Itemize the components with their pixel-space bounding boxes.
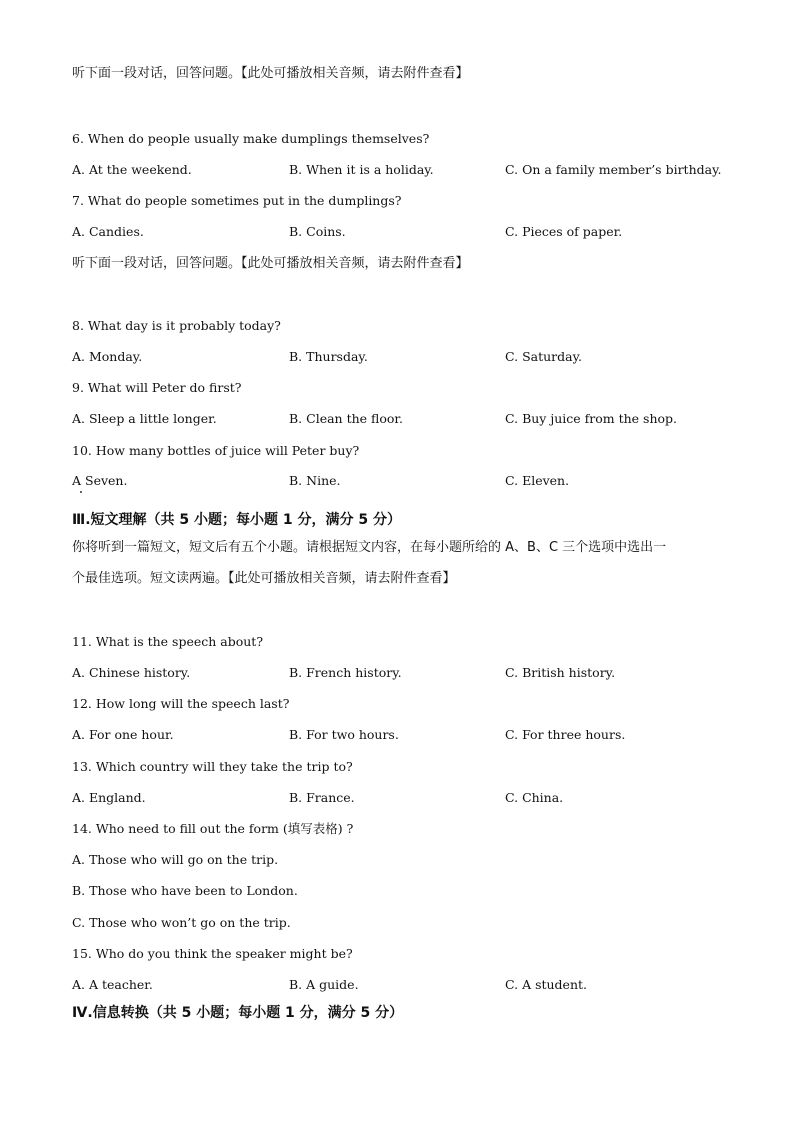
q12-option-b: B. For two hours. — [289, 727, 399, 742]
question-13: 13. Which country will they take the trip to? — [72, 759, 353, 774]
q6-option-c: C. On a family member’s birthday. — [505, 162, 722, 177]
q8-option-a: A. Monday. — [72, 349, 143, 364]
section-3-title: Ⅲ.短文理解（共 5 小题；每小题 1 分，满分 5 分） — [72, 512, 402, 528]
q10-option-a: A Seven. — [72, 473, 128, 488]
q14-option-a: A. Those who will go on the trip. — [72, 852, 279, 867]
instruction-dialogue-1: 听下面一段对话，回答问题。【此处可播放相关音频，请去附件查看】 — [72, 66, 469, 81]
q13-option-c: C. China. — [505, 790, 564, 805]
instruction-dialogue-2: 听下面一段对话，回答问题。【此处可播放相关音频，请去附件查看】 — [72, 256, 469, 271]
q7-option-a: A. Candies. — [72, 224, 144, 239]
q11-option-c: C. British history. — [505, 665, 616, 680]
question-6: 6. When do people usually make dumplings themselves? — [72, 131, 430, 146]
q9-option-b: B. Clean the floor. — [289, 411, 403, 426]
q8-option-c: C. Saturday. — [505, 349, 582, 364]
section-4-title: Ⅳ.信息转换（共 5 小题；每小题 1 分，满分 5 分） — [72, 1005, 404, 1021]
q15-option-c: C. A student. — [505, 977, 588, 992]
q14-option-c: C. Those who won’t go on the trip. — [72, 915, 291, 930]
q7-option-c: C. Pieces of paper. — [505, 224, 623, 239]
section-3-intro-line-2: 个最佳选项。短文读两遍。【此处可播放相关音频，请去附件查看】 — [72, 571, 456, 586]
q9-option-c: C. Buy juice from the shop. — [505, 411, 677, 426]
q8-option-b: B. Thursday. — [289, 349, 368, 364]
q15-option-a: A. A teacher. — [72, 977, 153, 992]
stray-dot — [80, 491, 82, 493]
question-12: 12. How long will the speech last? — [72, 696, 290, 711]
question-10: 10. How many bottles of juice will Peter buy? — [72, 443, 360, 458]
q9-option-a: A. Sleep a little longer. — [72, 411, 217, 426]
q15-option-b: B. A guide. — [289, 977, 359, 992]
section-3-intro-line-1: 你将听到一篇短文，短文后有五个小题。请根据短文内容，在每小题所给的 A、B、C 三个选项中选出一 — [72, 540, 667, 555]
q11-option-b: B. French history. — [289, 665, 402, 680]
question-9: 9. What will Peter do first? — [72, 380, 242, 395]
q6-option-b: B. When it is a holiday. — [289, 162, 434, 177]
question-14: 14. Who need to fill out the form (填写表格) ? — [72, 821, 354, 836]
q12-option-c: C. For three hours. — [505, 727, 626, 742]
q12-option-a: A. For one hour. — [72, 727, 174, 742]
q6-option-a: A. At the weekend. — [72, 162, 192, 177]
q13-option-b: B. France. — [289, 790, 355, 805]
q10-option-b: B. Nine. — [289, 473, 341, 488]
q10-option-c: C. Eleven. — [505, 473, 570, 488]
q7-option-b: B. Coins. — [289, 224, 346, 239]
question-11: 11. What is the speech about? — [72, 634, 264, 649]
question-15: 15. Who do you think the speaker might be? — [72, 946, 353, 961]
question-8: 8. What day is it probably today? — [72, 318, 281, 333]
q14-option-b: B. Those who have been to London. — [72, 883, 298, 898]
q11-option-a: A. Chinese history. — [72, 665, 191, 680]
question-7: 7. What do people sometimes put in the dumplings? — [72, 193, 402, 208]
q13-option-a: A. England. — [72, 790, 146, 805]
